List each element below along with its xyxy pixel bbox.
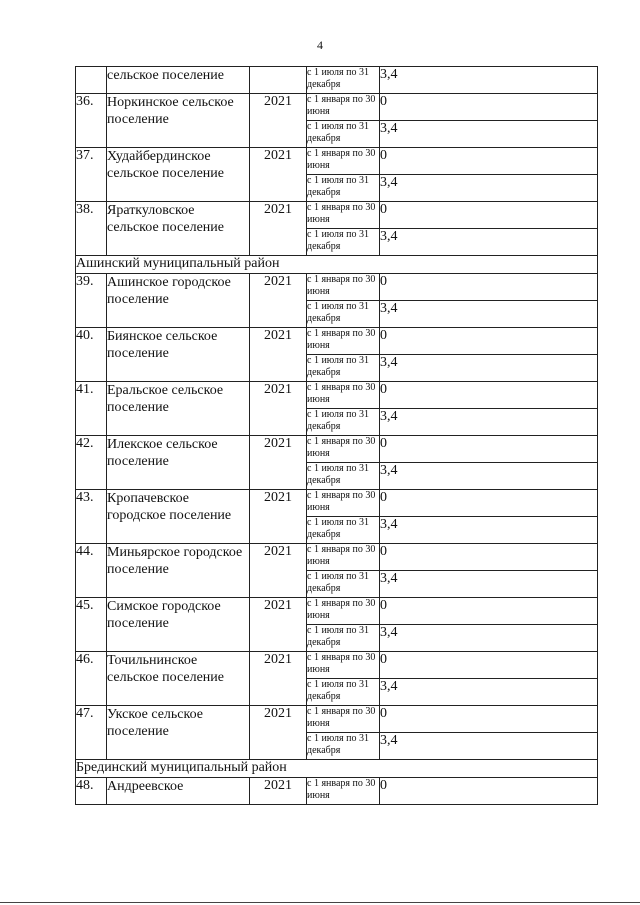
period: с 1 июля по 31 декабря — [307, 463, 380, 490]
row-number: 36. — [76, 94, 107, 148]
rate-value: 3,4 — [380, 67, 598, 94]
year: 2021 — [250, 274, 307, 328]
rate-value: 0 — [380, 436, 598, 463]
table-row — [76, 94, 598, 121]
rate-value: 3,4 — [380, 625, 598, 652]
settlement-name: Норкинское сельское поселение — [107, 94, 250, 148]
row-number: 42. — [76, 436, 107, 490]
settlement-name: Андреевское — [107, 778, 250, 805]
period: с 1 июля по 31 декабря — [307, 517, 380, 544]
rate-value: 3,4 — [380, 517, 598, 544]
settlement-name: Яраткуловское сельское поселение — [107, 202, 250, 256]
year: 2021 — [250, 778, 307, 805]
rate-value: 3,4 — [380, 301, 598, 328]
rate-value: 3,4 — [380, 175, 598, 202]
row-number: 37. — [76, 148, 107, 202]
rate-value: 0 — [380, 382, 598, 409]
period: с 1 июля по 31 декабря — [307, 625, 380, 652]
period: с 1 июля по 31 декабря — [307, 355, 380, 382]
period: с 1 июля по 31 декабря — [307, 229, 380, 256]
settlement-name: Биянское сельское поселение — [107, 328, 250, 382]
row-number — [76, 67, 107, 94]
rate-value: 3,4 — [380, 121, 598, 148]
rate-value: 0 — [380, 148, 598, 175]
year: 2021 — [250, 202, 307, 256]
settlement-name: Худайбердинское сельское поселение — [107, 148, 250, 202]
year: 2021 — [250, 148, 307, 202]
year: 2021 — [250, 652, 307, 706]
period: с 1 января по 30 июня — [307, 652, 380, 679]
row-number: 47. — [76, 706, 107, 760]
settlement-name: сельское поселение — [107, 67, 250, 94]
rate-value: 0 — [380, 544, 598, 571]
period: с 1 января по 30 июня — [307, 598, 380, 625]
rate-value: 3,4 — [380, 229, 598, 256]
period: с 1 января по 30 июня — [307, 148, 380, 175]
year: 2021 — [250, 94, 307, 148]
period: с 1 июля по 31 декабря — [307, 67, 380, 94]
rate-value: 0 — [380, 274, 598, 301]
rate-value: 3,4 — [380, 679, 598, 706]
rate-value: 0 — [380, 202, 598, 229]
period: с 1 января по 30 июня — [307, 778, 380, 805]
period: с 1 июля по 31 декабря — [307, 175, 380, 202]
period: с 1 июля по 31 декабря — [307, 409, 380, 436]
rate-value: 0 — [380, 706, 598, 733]
year: 2021 — [250, 544, 307, 598]
row-number: 38. — [76, 202, 107, 256]
page-bottom-rule — [0, 902, 640, 903]
table-row — [76, 598, 598, 625]
row-number: 41. — [76, 382, 107, 436]
table-row — [76, 778, 598, 805]
row-number: 39. — [76, 274, 107, 328]
rate-value: 0 — [380, 652, 598, 679]
rate-value: 0 — [380, 94, 598, 121]
district-name: Ашинский муниципальный район — [76, 256, 598, 274]
table-row — [76, 436, 598, 463]
table-body — [76, 67, 598, 805]
table-row — [76, 274, 598, 301]
table-row — [76, 382, 598, 409]
row-number: 46. — [76, 652, 107, 706]
page-number: 4 — [317, 38, 323, 52]
table-row — [76, 202, 598, 229]
period: с 1 января по 30 июня — [307, 94, 380, 121]
row-number: 48. — [76, 778, 107, 805]
rate-value: 3,4 — [380, 571, 598, 598]
year — [250, 67, 307, 94]
year: 2021 — [250, 706, 307, 760]
period: с 1 января по 30 июня — [307, 202, 380, 229]
settlement-name: Еральское сельское поселение — [107, 382, 250, 436]
period: с 1 июля по 31 декабря — [307, 571, 380, 598]
period: с 1 января по 30 июня — [307, 436, 380, 463]
rate-value: 0 — [380, 598, 598, 625]
district-name: Брединский муниципальный район — [76, 760, 598, 778]
row-number: 44. — [76, 544, 107, 598]
settlement-name: Точильнинское сельское поселение — [107, 652, 250, 706]
period: с 1 января по 30 июня — [307, 328, 380, 355]
row-number: 43. — [76, 490, 107, 544]
year: 2021 — [250, 328, 307, 382]
table-row — [76, 544, 598, 571]
table-row — [76, 706, 598, 733]
table-row — [76, 67, 598, 94]
table-row — [76, 652, 598, 679]
district-row — [76, 760, 598, 778]
settlement-name: Илекское сельское поселение — [107, 436, 250, 490]
settlement-name: Симское городское поселение — [107, 598, 250, 652]
period: с 1 января по 30 июня — [307, 706, 380, 733]
row-number: 45. — [76, 598, 107, 652]
period: с 1 июля по 31 декабря — [307, 733, 380, 760]
period: с 1 июля по 31 декабря — [307, 121, 380, 148]
row-number: 40. — [76, 328, 107, 382]
rate-value: 3,4 — [380, 355, 598, 382]
tariff-table — [75, 66, 598, 805]
settlement-name: Миньярское городское поселение — [107, 544, 250, 598]
year: 2021 — [250, 382, 307, 436]
settlement-name: Кропачевское городское поселение — [107, 490, 250, 544]
period: с 1 января по 30 июня — [307, 382, 380, 409]
period: с 1 января по 30 июня — [307, 274, 380, 301]
settlement-name: Укское сельское поселение — [107, 706, 250, 760]
period: с 1 января по 30 июня — [307, 490, 380, 517]
rate-value: 0 — [380, 328, 598, 355]
period: с 1 июля по 31 декабря — [307, 679, 380, 706]
rate-value: 3,4 — [380, 409, 598, 436]
rate-value: 0 — [380, 778, 598, 805]
year: 2021 — [250, 598, 307, 652]
district-row — [76, 256, 598, 274]
rate-value: 3,4 — [380, 463, 598, 490]
rate-value: 3,4 — [380, 733, 598, 760]
period: с 1 января по 30 июня — [307, 544, 380, 571]
table-row — [76, 490, 598, 517]
rate-value: 0 — [380, 490, 598, 517]
period: с 1 июля по 31 декабря — [307, 301, 380, 328]
year: 2021 — [250, 490, 307, 544]
table-row — [76, 148, 598, 175]
table-row — [76, 328, 598, 355]
year: 2021 — [250, 436, 307, 490]
settlement-name: Ашинское городское поселение — [107, 274, 250, 328]
